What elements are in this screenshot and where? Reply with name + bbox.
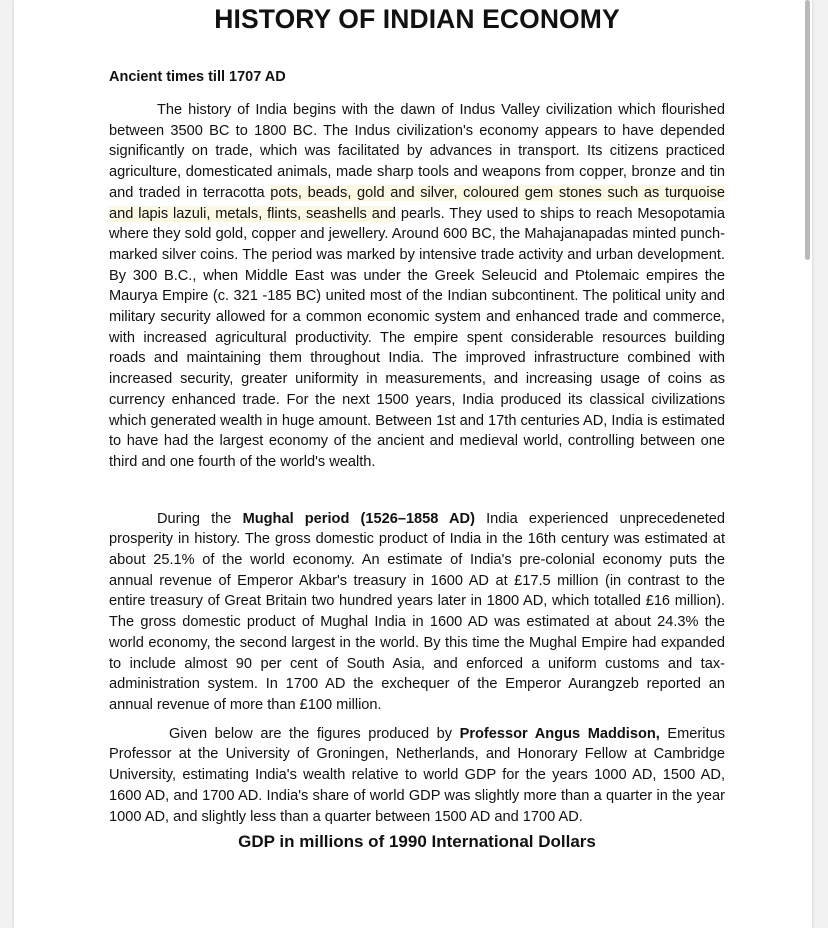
- paragraph-text: Given below are the figures produced by: [169, 725, 460, 742]
- scrollbar-thumb[interactable]: [805, 0, 810, 260]
- document-page: [14, 0, 812, 928]
- highlighted-text: pots, beads, gold and silver, coloured gem stones such as turquoise and lapis lazuli, metals, flints, seashells and: [109, 184, 726, 222]
- table-title: GDP in millions of 1990 International Dollars: [238, 832, 596, 852]
- paragraph-text: The history of India begins with the dawn of Indus Valley civilization which flourished between 3500 BC to 1800 BC. The Indus civilization's economy appears to have depended significantly on trade, which was facilitated by advances in transport. Its citizens practiced agriculture, domesticated animals, made sharp tools and weapons from copper, bronze and tin and traded in terracotta: [109, 102, 725, 201]
- document-title: HISTORY OF INDIAN ECONOMY: [214, 4, 620, 34]
- paragraph-text: pearls. They used to ships to reach Mesopotamia where they sold gold, copper and jewellery. Around 600 BC, the Mahajanapadas minted punch-marked silver coins. The period was marked by intensive trade activity and urban development. By 300 B.C., when Middle East was under the Greek Seleucid and Ptolemaic empires the Maurya Empire (c. 321 -185 BC) united most of the Indian subcontinent. The political unity and military security allowed for a common economic system and enhanced trade and commerce, with increased agricultural productivity. The empire spent considerable resources building roads and maintaining them throughout India. The improved infrastructure combined with increased security, greater uniformity in measurements, and increasing usage of coins as currency enhanced trade. For the next 1500 years, India produced its classical civilizations which generated wealth in huge amount. Between 1st and 17th centuries AD, India is estimated to have had the largest economy of the ancient and medieval world, controlling between one third and one fourth of the world's wealth.: [109, 205, 725, 470]
- section-heading: Ancient times till 1707 AD: [109, 69, 286, 85]
- bold-text: Professor Angus Maddison,: [459, 725, 660, 742]
- paragraph-text: During the: [157, 510, 243, 527]
- document-content: [109, 0, 725, 853]
- paragraph-ancient-times: [109, 100, 725, 473]
- paragraph-text: India experienced unprecedeneted prosperity in history. The gross domestic product of India in the 16th century was estimated at about 25.1% of the world economy. An estimate of India's pre-colonial economy puts the annual revenue of Emperor Akbar's treasury in 1600 AD at £17.5 million (in contrast to the entire treasury of Great Britain two hundred years later in 1800 AD, which totalled £16 million). The gross domestic product of Mughal India in 1600 AD was estimated at about 24.3% the world economy, the second largest in the world. By this time the Mughal Empire had expanded to include almost 90 per cent of South Asia, and enforced a uniform customs and tax-administration system. In 1700 AD the exchequer of the Emperor Aurangzeb reported an annual revenue of more than £100 million.: [109, 510, 726, 713]
- bold-text: Mughal period (1526–1858 AD): [242, 510, 475, 527]
- paragraph-mughal-period: [109, 509, 725, 716]
- paragraph-maddison: [109, 724, 725, 828]
- paragraph-text: Emeritus Professor at the University of Groningen, Netherlands, and Honorary Fellow at Cambridge University, estimating India's wealth relative to world GDP for the years 1000 AD, 1500 AD, 1600 AD, and 1700 AD. India's share of world GDP was slightly more than a quarter in the year 1000 AD, and slightly less than a quarter between 1500 AD and 1700 AD.: [109, 725, 725, 825]
